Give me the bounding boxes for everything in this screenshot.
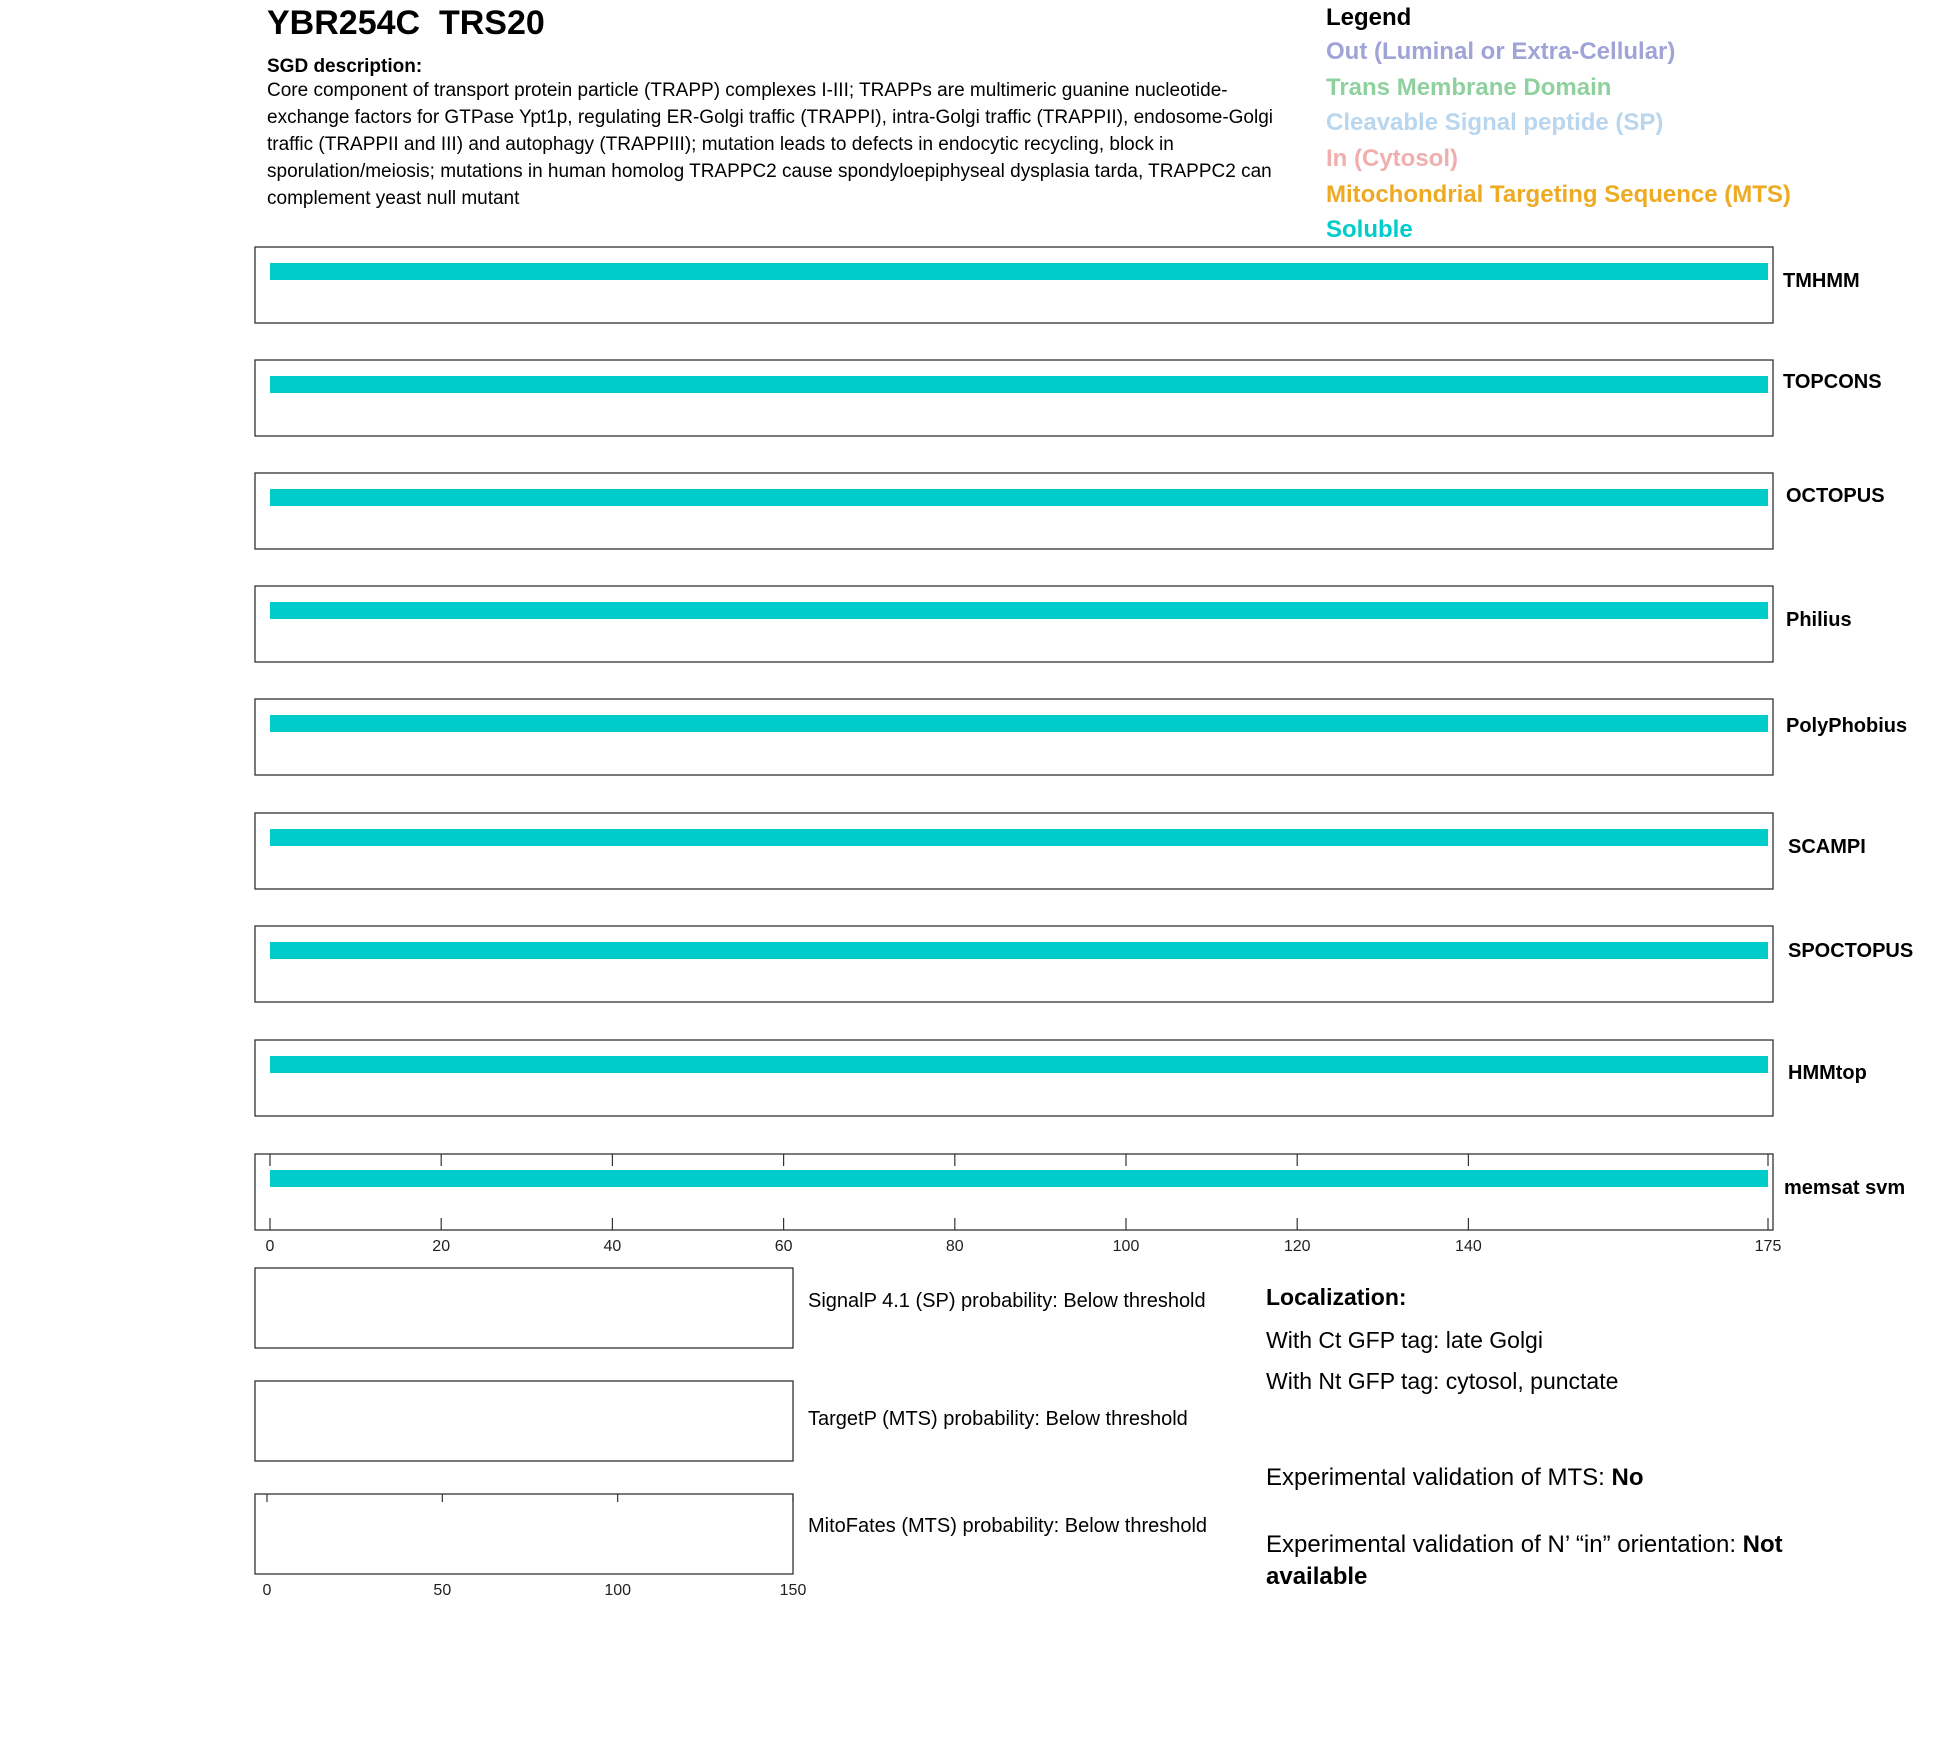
localization-title: Localization: xyxy=(1266,1284,1407,1310)
track-box xyxy=(255,1040,1773,1116)
experimental-nin-value: Not available xyxy=(1266,1531,1783,1590)
track-box xyxy=(255,586,1773,662)
probability-label: SignalP 4.1 (SP) probability: Below threshold xyxy=(808,1290,1206,1312)
x-tick-label: 40 xyxy=(603,1238,622,1255)
x-tick-label: 175 xyxy=(1754,1238,1782,1255)
x-tick-label: 80 xyxy=(945,1238,964,1255)
tool-label: Philius xyxy=(1786,609,1852,631)
probability-panel xyxy=(255,1381,793,1461)
track-segment xyxy=(270,829,1768,846)
probability-chart xyxy=(0,1250,820,1610)
legend-item: Trans Membrane Domain xyxy=(1326,74,1612,101)
experimental-nin xyxy=(1266,1529,1866,1593)
track-box xyxy=(255,360,1773,436)
tool-label: OCTOPUS xyxy=(1786,485,1885,507)
tool-label: HMMtop xyxy=(1788,1062,1867,1084)
probability-panel xyxy=(255,1494,793,1574)
legend-item: Mitochondrial Targeting Sequence (MTS) xyxy=(1326,181,1791,208)
sgd-label: SGD description: xyxy=(267,56,423,77)
track-box xyxy=(255,699,1773,775)
prob-x-tick-label: 0 xyxy=(262,1582,272,1599)
track-box xyxy=(255,1154,1773,1230)
x-tick-label: 100 xyxy=(1112,1238,1140,1255)
track-box xyxy=(255,926,1773,1002)
x-tick-label: 0 xyxy=(265,1238,275,1255)
legend-item: In (Cytosol) xyxy=(1326,145,1458,172)
experimental-nin-prefix: Experimental validation of N’ “in” orientation: xyxy=(1266,1531,1743,1558)
x-tick-label: 140 xyxy=(1455,1238,1482,1255)
x-tick-label: 60 xyxy=(774,1238,793,1255)
prob-x-tick-label: 100 xyxy=(604,1582,632,1599)
sgd-description: Core component of transport protein particle (TRAPP) complexes I-III; TRAPPs are multimeric guanine nucleotide-exchange factors for GTPase Ypt1p, regulating ER-Golgi traffic (TRAPPI), intra-Golgi traffic (TRAPPII), endosome-Golgi traffic (TRAPPII and III) and autophagy (TRAPPIII); mutation leads to defects in endocytic recycling, block in sporulation/meiosis; mutations in human homolog TRAPPC2 cause spondyloepiphyseal dysplasia tarda, TRAPPC2 can complement yeast null mutant xyxy=(267,80,1273,209)
track-segment xyxy=(270,1170,1768,1187)
x-tick-label: 120 xyxy=(1283,1238,1311,1255)
probability-label: MitoFates (MTS) probability: Below threshold xyxy=(808,1515,1208,1537)
track-segment xyxy=(270,489,1768,506)
prob-x-tick-label: 150 xyxy=(779,1582,807,1599)
experimental-mts-value: No xyxy=(1611,1464,1644,1491)
tool-label: SCAMPI xyxy=(1788,836,1866,858)
gene-id: YBR254C xyxy=(267,4,421,42)
track-box xyxy=(255,813,1773,889)
track-segment xyxy=(270,715,1768,732)
track-box xyxy=(255,473,1773,549)
track-box xyxy=(255,247,1773,323)
track-segment xyxy=(270,376,1768,393)
x-tick-label: 20 xyxy=(432,1238,451,1255)
tool-label: PolyPhobius xyxy=(1786,715,1908,737)
legend-item: Cleavable Signal peptide (SP) xyxy=(1326,109,1664,136)
experimental-mts xyxy=(1266,1462,1866,1494)
tool-label: SPOCTOPUS xyxy=(1788,940,1914,962)
tool-label: TOPCONS xyxy=(1783,371,1882,393)
experimental-mts-prefix: Experimental validation of MTS: xyxy=(1266,1464,1612,1491)
track-segment xyxy=(270,602,1768,619)
localization-nt: With Nt GFP tag: cytosol, punctate xyxy=(1266,1368,1619,1394)
legend-item: Out (Luminal or Extra-Cellular) xyxy=(1326,38,1676,65)
legend-item: Soluble xyxy=(1326,216,1413,243)
probability-label: TargetP (MTS) probability: Below threshold xyxy=(808,1408,1188,1430)
track-segment xyxy=(270,1056,1768,1073)
legend-title: Legend xyxy=(1326,4,1412,31)
tool-label: memsat svm xyxy=(1784,1177,1906,1199)
tool-label: TMHMM xyxy=(1783,270,1860,292)
track-segment xyxy=(270,263,1768,280)
track-segment xyxy=(270,942,1768,959)
gene-name: TRS20 xyxy=(438,4,545,42)
localization-ct: With Ct GFP tag: late Golgi xyxy=(1266,1327,1543,1353)
prob-x-tick-label: 50 xyxy=(433,1582,452,1599)
probability-panel xyxy=(255,1268,793,1348)
